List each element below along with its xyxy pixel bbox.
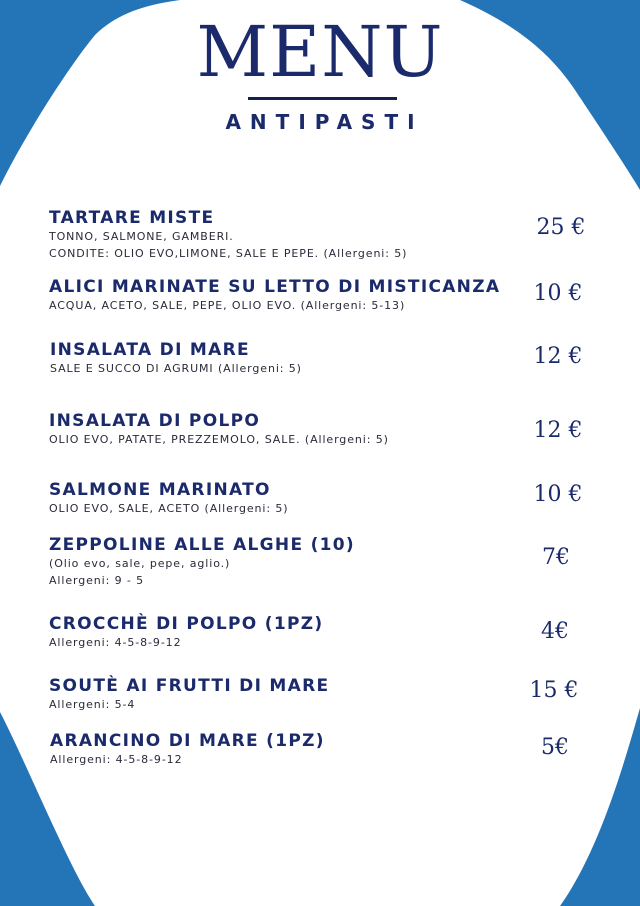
item-name: SOUTÈ AI FRUTTI DI MARE: [49, 676, 330, 696]
item-price: 4€: [541, 619, 569, 644]
item-price: 10 €: [533, 281, 583, 306]
menu-item: [49, 676, 519, 713]
item-price: 7€: [542, 545, 570, 570]
item-name: ZEPPOLINE ALLE ALGHE (10): [49, 535, 355, 555]
item-description: OLIO EVO, PATATE, PREZZEMOLO, SALE. (Allergeni: 5): [49, 433, 389, 446]
menu-item: [49, 208, 519, 262]
item-name: INSALATA DI MARE: [50, 340, 250, 360]
item-description: CONDITE: OLIO EVO,LIMONE, SALE E PEPE. (Allergeni: 5): [49, 247, 408, 260]
item-description: ACQUA, ACETO, SALE, PEPE, OLIO EVO. (Allergeni: 5-13): [49, 299, 406, 312]
section-heading: ANTIPASTI: [225, 110, 424, 134]
item-price: 10 €: [533, 482, 583, 507]
item-name: SALMONE MARINATO: [49, 480, 271, 500]
item-description: TONNO, SALMONE, GAMBERI.: [49, 230, 234, 243]
item-name: TARTARE MISTE: [49, 208, 215, 228]
menu-item: [49, 277, 519, 314]
menu-item: [50, 340, 520, 377]
item-price: 5€: [541, 735, 569, 760]
item-price: 12 €: [533, 418, 583, 443]
item-name: ARANCINO DI MARE (1PZ): [50, 731, 325, 751]
item-description: Allergeni: 9 - 5: [49, 574, 145, 587]
title-divider: [248, 97, 397, 100]
item-name: INSALATA DI POLPO: [49, 411, 261, 431]
item-description: OLIO EVO, SALE, ACETO (Allergeni: 5): [49, 502, 289, 515]
item-description: (Olio evo, sale, pepe, aglio.): [49, 557, 231, 570]
item-price: 15 €: [529, 678, 579, 703]
item-description: Allergeni: 4-5-8-9-12: [50, 753, 183, 766]
item-description: SALE E SUCCO DI AGRUMI (Allergeni: 5): [50, 362, 302, 375]
menu-item: [50, 731, 520, 768]
menu-item: [49, 535, 519, 589]
menu-item: [49, 614, 519, 651]
item-description: Allergeni: 5-4: [49, 698, 136, 711]
menu-item: [49, 480, 519, 517]
item-description: Allergeni: 4-5-8-9-12: [49, 636, 182, 649]
menu-title: MENU: [196, 11, 444, 93]
item-price: 12 €: [533, 344, 583, 369]
menu-item: [49, 411, 519, 448]
item-name: CROCCHÈ DI POLPO (1PZ): [49, 614, 324, 634]
item-price: 25 €: [536, 215, 586, 240]
item-name: ALICI MARINATE SU LETTO DI MISTICANZA: [49, 277, 501, 297]
